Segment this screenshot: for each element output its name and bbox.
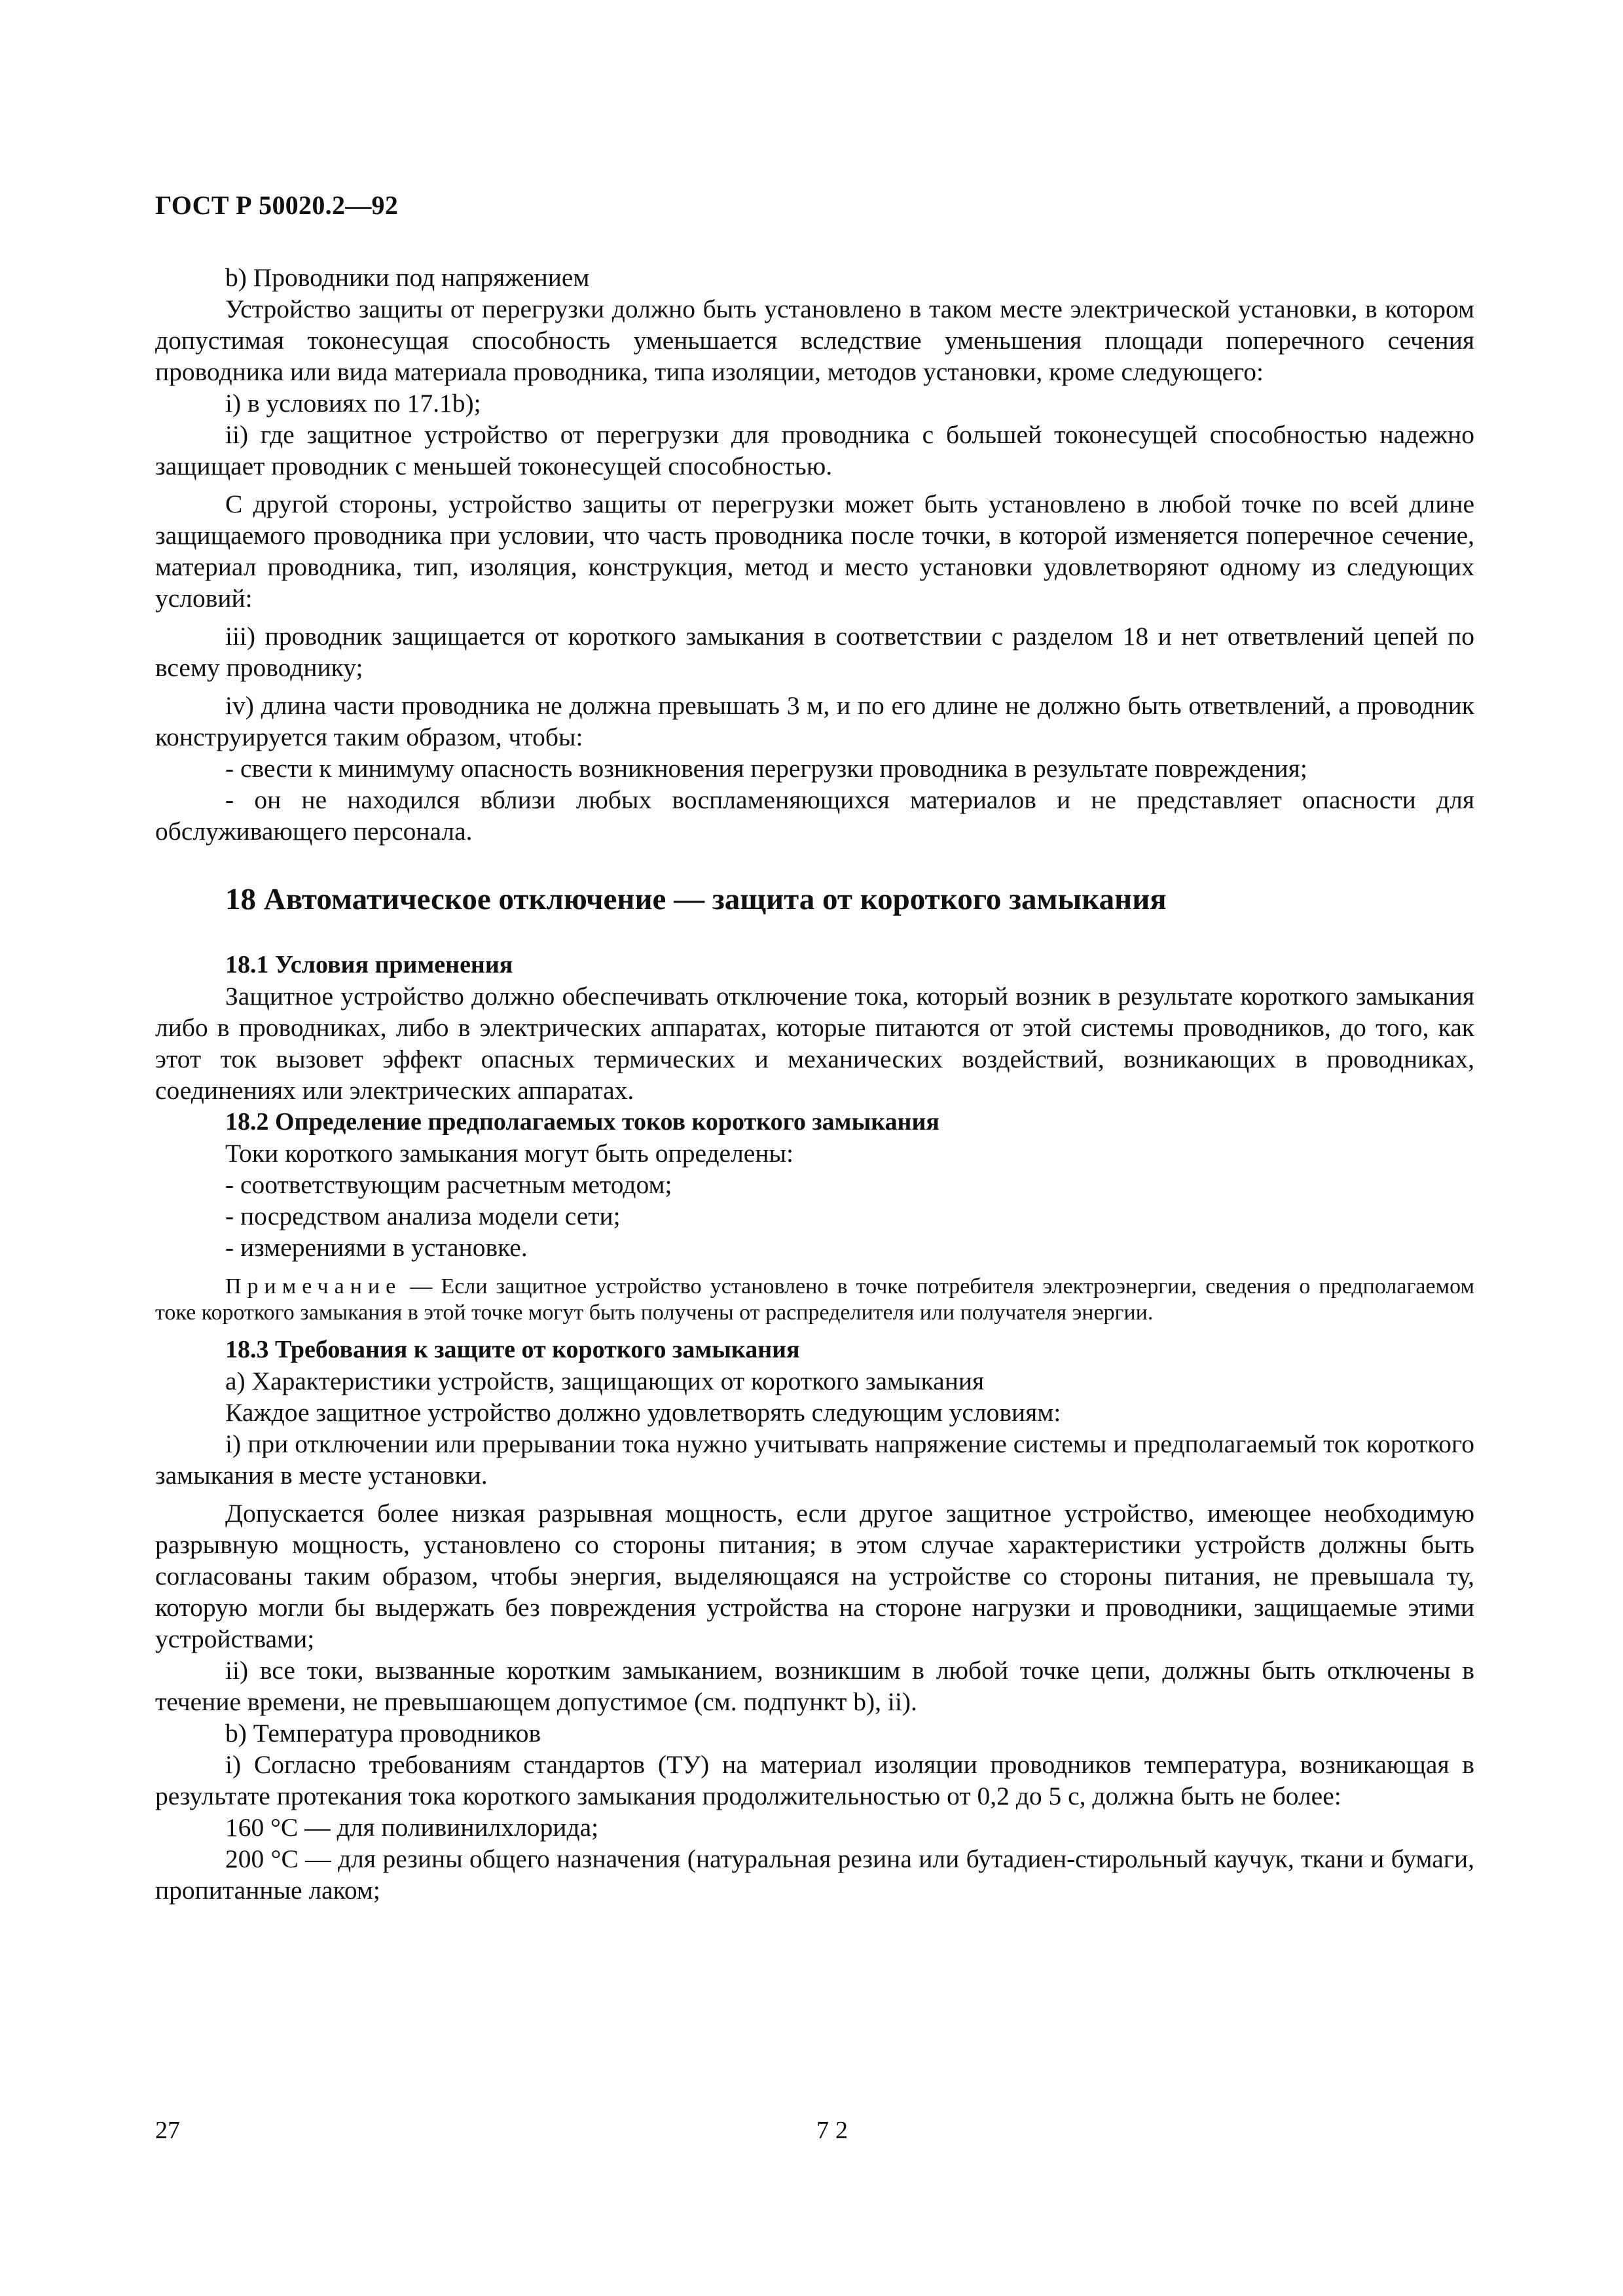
paragraph: С другой стороны, устройство защиты от перегрузки может быть установлено в любой точке по всей длине защищаемого проводника при условии, что часть проводника после точки, в которой изменяется поперечное сечение, материал проводника, тип, изоляция, конструкция, метод и место установки удовлетворяют одному из следующих условий: bbox=[155, 490, 1474, 613]
paragraph: Защитное устройство должно обеспечивать отключение тока, который возник в результате короткого замыкания либо в проводниках, либо в электрических аппаратах, которые питаются от этой системы проводников, до того, как этот ток вызовет эффект опасных термических и механических воздействий, возникающих в проводниках, соединениях или электрических аппаратах. bbox=[155, 982, 1474, 1105]
list-item: ii) где защитное устройство от перегрузки для проводника с большей токонесущей способностью надежно защищает проводник с меньшей токонесущей способностью. bbox=[155, 420, 1474, 480]
subsection-18-2-title: 18.2 Определение предполагаемых токов короткого замыкания bbox=[225, 1108, 939, 1136]
paragraph: Допускается более низкая разрывная мощность, если другое защитное устройство, имеющее необходимую разрывную мощность, установлено со стороны питания; в этом случае характеристики устройств должны быть согласованы таким образом, чтобы энергия, выделяющаяся на устройстве со стороны питания, не превышала ту, которую могли бы выдержать без повреждения устройства на стороне нагрузки и проводники, защищаемые этими устройствами; bbox=[155, 1499, 1474, 1653]
page-content bbox=[155, 190, 1474, 1906]
list-item: i) при отключении или прерывании тока нужно учитывать напряжение системы и предполагаемый ток короткого замыкания в месте установки. bbox=[155, 1429, 1474, 1490]
subsection-18-1-title: 18.1 Условия применения bbox=[225, 951, 513, 978]
list-item: i) в условиях по 17.1b); bbox=[225, 389, 481, 418]
paragraph: Токи короткого замыкания могут быть определены: bbox=[225, 1139, 793, 1168]
note-text: — Если защитное устройство установлено в точке потребителя электроэнергии, сведения о предполагаемом токе короткого замыкания в этой точке могут быть получены от распределителя или получателя энергии. bbox=[155, 1274, 1474, 1325]
temperature-item: 200 °С — для резины общего назначения (натуральная резина или бутадиен-стирольный каучук, ткани и бумаги, пропитанные лаком; bbox=[155, 1844, 1474, 1905]
footer-left-number: 27 bbox=[155, 2117, 180, 2144]
note bbox=[155, 1274, 1474, 1326]
subsection-b-heading: b) Проводники под напряжением bbox=[225, 263, 590, 292]
dash-item: - он не находился вблизи любых воспламеняющихся материалов и не представляет опасности для обслуживающего персонала. bbox=[155, 785, 1474, 846]
dash-item: - посредством анализа модели сети; bbox=[225, 1202, 621, 1230]
section-18-title: 18 Автоматическое отключение — защита от короткого замыкания bbox=[225, 882, 1167, 916]
list-item: iii) проводник защищается от короткого замыкания в соответствии с разделом 18 и нет ответвлений цепей по всему проводнику; bbox=[155, 622, 1474, 682]
list-item: ii) все токи, вызванные коротким замыканием, возникшим в любой точке цепи, должны быть отключены в течение времени, не превышающем допустимое (см. подпункт b), ii). bbox=[155, 1656, 1474, 1716]
document-header: ГОСТ Р 50020.2—92 bbox=[155, 190, 399, 220]
paragraph: Каждое защитное устройство должно удовлетворять следующим условиям: bbox=[225, 1398, 1061, 1427]
list-item: i) Согласно требованиям стандартов (ТУ) на материал изоляции проводников температура, возникающая в результате протекания тока короткого замыкания продолжительностью от 0,2 до 5 с, должна быть не более: bbox=[155, 1750, 1474, 1810]
dash-item: - соответствующим расчетным методом; bbox=[225, 1170, 672, 1199]
paragraph: Устройство защиты от перегрузки должно быть установлено в таком месте электрической установки, в котором допустимая токонесущая способность уменьшается вследствие уменьшения площади поперечного сечения проводника или вида материала проводника, типа изоляции, методов установки, кроме следующего: bbox=[155, 295, 1474, 386]
page-number: 72 bbox=[816, 2117, 854, 2144]
note-label: Примечание bbox=[225, 1274, 402, 1299]
subsection-18-3-title: 18.3 Требования к защите от короткого замыкания bbox=[225, 1336, 800, 1363]
list-item: iv) длина части проводника не должна превышать 3 м, и по его длине не должно быть ответвлений, а проводник конструируется таким образом, чтобы: bbox=[155, 691, 1474, 751]
subsection-a-heading: a) Характеристики устройств, защищающих от короткого замыкания bbox=[225, 1367, 985, 1395]
temperature-item: 160 °С — для поливинилхлорида; bbox=[225, 1813, 599, 1842]
subsection-b-heading: b) Температура проводников bbox=[225, 1719, 541, 1748]
dash-item: - измерениями в установке. bbox=[225, 1233, 528, 1262]
dash-item: - свести к минимуму опасность возникновения перегрузки проводника в результате повреждения; bbox=[225, 754, 1307, 783]
